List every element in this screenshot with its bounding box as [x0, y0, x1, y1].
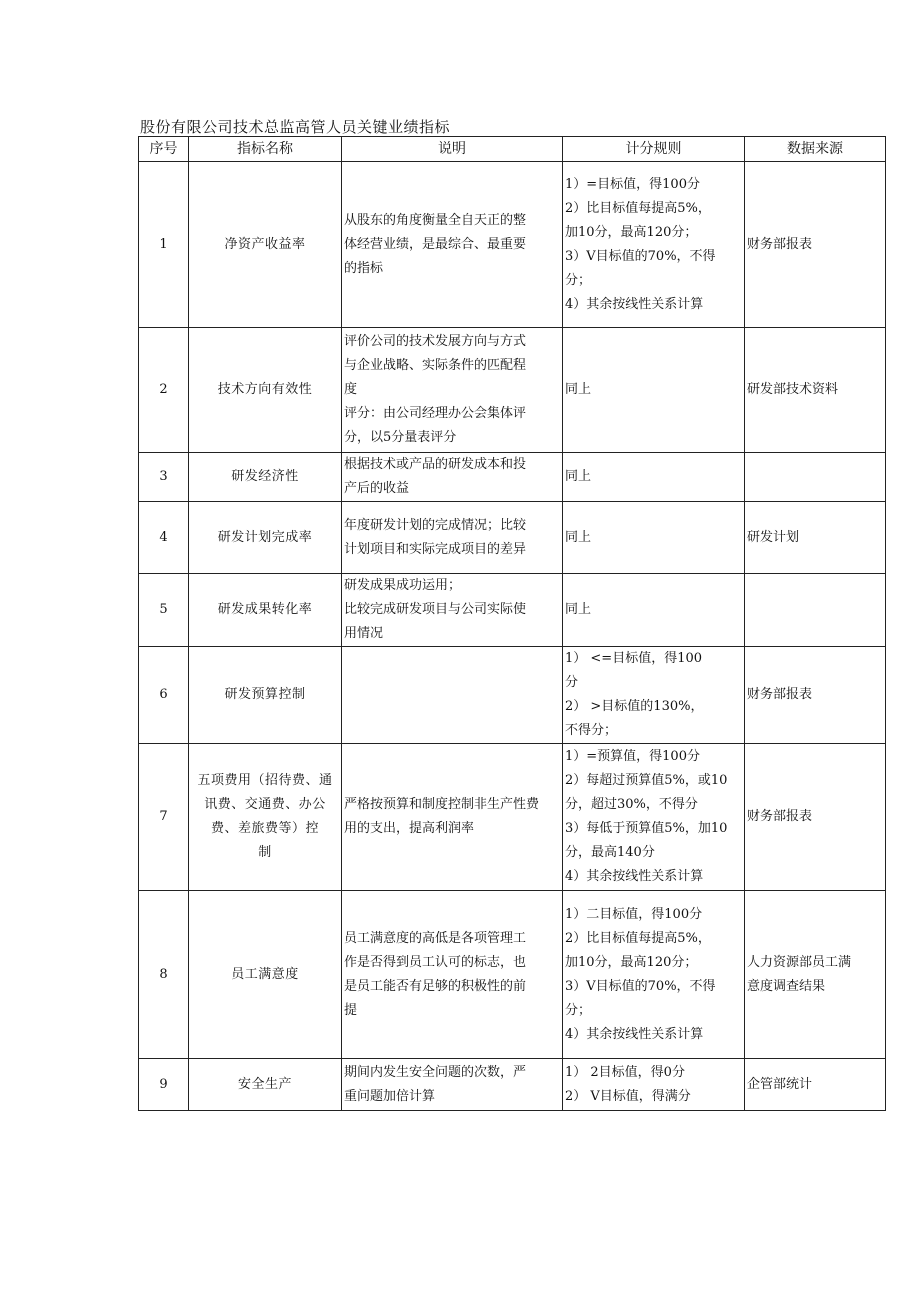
indicator-description-line: 研发成果成功运用； — [344, 578, 462, 593]
scoring-rule-line: 4）其余按线性关系计算 — [565, 1026, 704, 1042]
scoring-rule-line: 4）其余按线性关系计算 — [565, 869, 704, 884]
scoring-rule — [563, 162, 745, 328]
indicator-description-line: 评价公司的技术发展方向与方式 — [344, 334, 527, 349]
indicator-description-line: 重问题加倍计算 — [344, 1088, 436, 1104]
row-number: 6 — [139, 647, 189, 744]
indicator-description-line: 用的支出，提高利润率 — [344, 821, 475, 836]
indicator-description-line: 年度研发计划的完成情况；比较 — [344, 517, 527, 533]
data-source-line: 意度调查结果 — [747, 978, 826, 994]
indicator-description — [342, 328, 563, 453]
scoring-rule-line: 2） >目标值的130%， — [565, 699, 704, 714]
indicator-description — [342, 162, 563, 328]
indicator-description — [342, 502, 563, 574]
indicator-name-line: 员工满意度 — [231, 966, 299, 982]
indicator-name-line: 净资产收益率 — [224, 236, 306, 252]
data-source — [745, 574, 886, 647]
scoring-rule-line: 分，最高140分 — [565, 845, 655, 860]
scoring-rule-line: 3）每低于预算值5%，加10 — [565, 821, 728, 836]
indicator-description-line: 员工满意度的高低是各项管理工 — [344, 930, 527, 946]
indicator-description — [342, 574, 563, 647]
indicator-name-line: 研发预算控制 — [224, 687, 306, 702]
indicator-name-line: 制 — [258, 845, 272, 860]
indicator-description-line: 比较完成研发项目与公司实际使 — [344, 602, 527, 617]
data-source — [745, 744, 886, 891]
scoring-rule — [563, 647, 745, 744]
scoring-rule-line: 2）比目标值每提高5%， — [565, 930, 711, 946]
data-source-line: 研发部技术资料 — [747, 382, 839, 397]
data-source-line: 企管部统计 — [747, 1076, 813, 1092]
indicator-description-line: 分，以5分量表评分 — [344, 430, 457, 445]
indicator-description-line: 根据技术或产品的研发成本和投 — [344, 457, 527, 472]
table-row — [139, 328, 886, 453]
row-number: 5 — [139, 574, 189, 647]
data-source — [745, 891, 886, 1059]
indicator-name-line: 五项费用（招待费、通 — [197, 773, 333, 788]
data-source — [745, 453, 886, 502]
document-title: 股份有限公司技术总监高管人员关键业绩指标 — [140, 118, 451, 136]
scoring-rule-line: 1）=目标值，得100分 — [565, 176, 700, 192]
indicator-description-line: 体经营业绩，是最综合、最重要 — [344, 236, 527, 252]
scoring-rule — [563, 574, 745, 647]
indicator-name — [189, 502, 342, 574]
indicator-name-line: 讯费、交通费、办公 — [204, 797, 326, 812]
indicator-name — [189, 647, 342, 744]
scoring-rule-line: 分； — [565, 272, 592, 288]
indicator-description-line: 度 — [344, 382, 358, 397]
scoring-rule-line: 分，超过30%，不得分 — [565, 797, 698, 812]
data-source — [745, 647, 886, 744]
table-header-row — [139, 137, 886, 162]
row-number: 7 — [139, 744, 189, 891]
data-source-line: 财务部报表 — [747, 687, 813, 702]
scoring-rule-line: 4）其余按线性关系计算 — [565, 296, 704, 312]
indicator-name-line: 研发经济性 — [231, 469, 299, 484]
data-source — [745, 162, 886, 328]
scoring-rule-line: 不得分； — [565, 723, 618, 738]
table-row — [139, 891, 886, 1059]
header-rule: 计分规则 — [563, 137, 745, 162]
indicator-description — [342, 744, 563, 891]
scoring-rule-line: 2）每超过预算值5%，或10 — [565, 773, 728, 788]
header-desc: 说明 — [342, 137, 563, 162]
kpi-table-body — [139, 162, 886, 1111]
indicator-name — [189, 891, 342, 1059]
indicator-name-line: 安全生产 — [237, 1076, 292, 1092]
table-row — [139, 162, 886, 328]
indicator-description-line: 用情况 — [344, 626, 384, 641]
indicator-description — [342, 1059, 563, 1111]
scoring-rule-line: 同上 — [565, 602, 592, 617]
indicator-name — [189, 453, 342, 502]
row-number: 3 — [139, 453, 189, 502]
table-row — [139, 647, 886, 744]
indicator-name — [189, 744, 342, 891]
scoring-rule — [563, 891, 745, 1059]
indicator-name — [189, 162, 342, 328]
scoring-rule — [563, 453, 745, 502]
indicator-description-line: 产后的收益 — [344, 481, 410, 496]
indicator-description-line: 计划项目和实际完成项目的差异 — [344, 541, 527, 557]
scoring-rule — [563, 502, 745, 574]
data-source-line: 财务部报表 — [747, 236, 813, 252]
row-number: 9 — [139, 1059, 189, 1111]
header-name: 指标名称 — [189, 137, 342, 162]
scoring-rule-line: 3）V目标值的70%，不得 — [565, 978, 716, 994]
row-number: 4 — [139, 502, 189, 574]
row-number: 2 — [139, 328, 189, 453]
scoring-rule-line: 1）=预算值，得100分 — [565, 749, 700, 764]
indicator-description — [342, 891, 563, 1059]
scoring-rule-line: 加10分，最高120分； — [565, 224, 698, 240]
table-row — [139, 502, 886, 574]
data-source — [745, 1059, 886, 1111]
indicator-name — [189, 574, 342, 647]
indicator-description-line: 评分：由公司经理办公会集体评 — [344, 406, 527, 421]
data-source-line: 财务部报表 — [747, 809, 813, 824]
header-no: 序号 — [139, 137, 189, 162]
scoring-rule-line: 同上 — [565, 529, 592, 545]
indicator-name — [189, 328, 342, 453]
scoring-rule-line: 1） <=目标值，得100 — [565, 651, 703, 666]
row-number: 8 — [139, 891, 189, 1059]
table-row — [139, 574, 886, 647]
scoring-rule-line: 同上 — [565, 382, 592, 397]
indicator-description-line: 作是否得到员工认可的标志，也 — [344, 954, 527, 970]
data-source — [745, 502, 886, 574]
indicator-name — [189, 1059, 342, 1111]
indicator-description — [342, 453, 563, 502]
scoring-rule-line: 3）V目标值的70%，不得 — [565, 248, 716, 264]
data-source-line: 研发计划 — [747, 529, 800, 545]
indicator-description-line: 提 — [344, 1002, 358, 1018]
scoring-rule-line: 2）比目标值每提高5%， — [565, 200, 711, 216]
header-source: 数据来源 — [745, 137, 886, 162]
indicator-description-line: 与企业战略、实际条件的匹配程 — [344, 358, 527, 373]
scoring-rule-line: 加10分，最高120分； — [565, 954, 698, 970]
scoring-rule-line: 分； — [565, 1002, 592, 1018]
indicator-description-line: 的指标 — [344, 260, 384, 276]
scoring-rule — [563, 328, 745, 453]
scoring-rule-line: 同上 — [565, 469, 592, 484]
indicator-description-line: 严格按预算和制度控制非生产性费 — [344, 797, 540, 812]
data-source-line: 人力资源部员工满 — [747, 954, 852, 970]
scoring-rule-line: 1） 2目标值，得0分 — [565, 1064, 685, 1080]
indicator-description-line: 期间内发生安全问题的次数，严 — [344, 1064, 527, 1080]
table-row — [139, 453, 886, 502]
data-source — [745, 328, 886, 453]
kpi-table — [138, 136, 886, 1111]
table-row — [139, 1059, 886, 1111]
row-number: 1 — [139, 162, 189, 328]
indicator-name-line: 研发计划完成率 — [217, 529, 313, 545]
indicator-description-line: 从股东的角度衡量全自天正的整 — [344, 212, 527, 228]
scoring-rule — [563, 744, 745, 891]
scoring-rule-line: 1）二目标值，得100分 — [565, 906, 703, 922]
table-row — [139, 744, 886, 891]
indicator-name-line: 研发成果转化率 — [217, 602, 313, 617]
indicator-name-line: 费、差旅费等）控 — [210, 821, 319, 836]
scoring-rule-line: 分 — [565, 675, 579, 690]
scoring-rule — [563, 1059, 745, 1111]
indicator-description — [342, 647, 563, 744]
indicator-description-line: 是员工能否有足够的积极性的前 — [344, 978, 527, 994]
indicator-name-line: 技术方向有效性 — [217, 382, 313, 397]
scoring-rule-line: 2） V目标值，得满分 — [565, 1088, 691, 1104]
